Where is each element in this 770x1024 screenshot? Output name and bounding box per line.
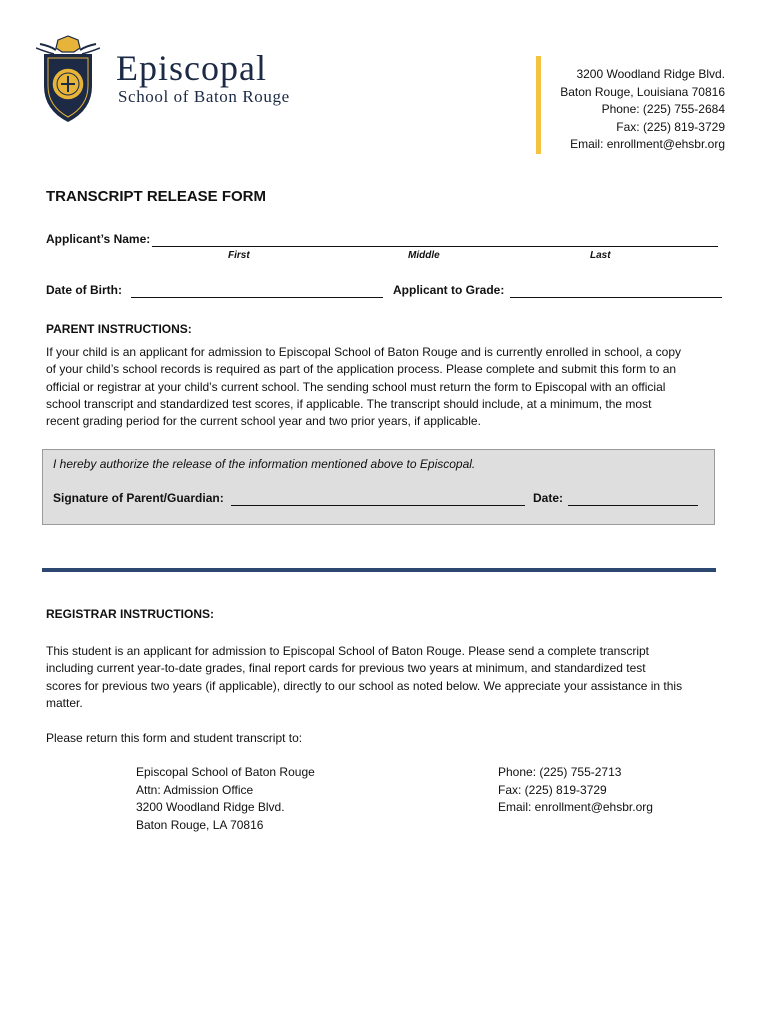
address-line: 3200 Woodland Ridge Blvd. (136, 800, 285, 814)
header-accent-bar (536, 56, 541, 154)
applicant-name-field[interactable] (152, 246, 718, 247)
dob-label: Date of Birth: (46, 283, 122, 297)
registrar-line: scores for previous two years (if applicable), directly to our school as noted below. We appreciate your assistance in this (46, 678, 683, 693)
parent-line: recent grading period for the current school year and two prior years, if applicable. (46, 414, 481, 429)
school-name-text: Episcopal (116, 48, 267, 88)
name-last-caption: Last (590, 250, 611, 261)
parent-instructions-text (46, 344, 736, 430)
registrar-line: including current year-to-date grades, final report cards for previous two years at minimum, and standardized test (46, 661, 646, 676)
return-contact-block (498, 764, 653, 817)
parent-line: official or registrar at your child’s current school. The sending school must return the form to Episcopal with an official (46, 379, 666, 394)
parent-line: school transcript and standardized test scores, if applicable. The transcript should include, at a minimum, the most (46, 396, 652, 411)
registrar-instructions-text (46, 643, 736, 712)
name-middle-caption: Middle (408, 250, 440, 261)
registrar-line: matter. (46, 695, 83, 710)
dob-field[interactable] (131, 297, 383, 298)
address-line: Attn: Admission Office (136, 782, 254, 797)
authorization-box (42, 449, 715, 525)
contact-city: Baton Rouge, Louisiana 70816 (560, 84, 725, 99)
form-title: TRANSCRIPT RELEASE FORM (46, 188, 267, 205)
parent-line: If your child is an applicant for admission to Episcopal School of Baton Rouge and is currently enrolled in school, a copy (46, 345, 682, 359)
school-crest-logo (36, 34, 100, 124)
registrar-instructions-heading: REGISTRAR INSTRUCTIONS: (46, 607, 214, 621)
date-label: Date: (533, 491, 564, 505)
authorization-statement: I hereby authorize the release of the information mentioned above to Episcopal. (53, 457, 476, 471)
date-field[interactable] (568, 505, 698, 506)
return-phone: Phone: (225) 755-2713 (498, 765, 622, 779)
return-address-block (136, 764, 315, 834)
school-name (116, 50, 267, 86)
parent-instructions-heading: PARENT INSTRUCTIONS: (46, 322, 192, 336)
applicant-name-label: Applicant’s Name: (46, 232, 151, 246)
name-first-caption: First (228, 250, 250, 261)
contact-phone: Phone: (225) 755-2684 (601, 102, 725, 116)
signature-field[interactable] (231, 505, 525, 506)
address-line: Baton Rouge, LA 70816 (136, 817, 264, 832)
return-email: Email: enrollment@ehsbr.org (498, 800, 653, 814)
return-fax: Fax: (225) 819-3729 (498, 782, 607, 797)
grade-field[interactable] (510, 297, 722, 298)
signature-label: Signature of Parent/Guardian: (53, 491, 224, 505)
contact-fax: Fax: (225) 819-3729 (616, 119, 725, 134)
header-contact-block (560, 66, 725, 154)
grade-label: Applicant to Grade: (393, 283, 505, 297)
school-subtitle (118, 88, 290, 105)
contact-street: 3200 Woodland Ridge Blvd. (576, 67, 725, 81)
contact-email: Email: enrollment@ehsbr.org (570, 137, 725, 151)
parent-line: of your child’s school records is required as part of the application process. Please complete and submit this form to an (46, 362, 677, 377)
address-line: Episcopal School of Baton Rouge (136, 765, 315, 779)
registrar-line: This student is an applicant for admission to Episcopal School of Baton Rouge. Please send a complete transcript (46, 644, 650, 658)
school-subtitle-text: School of Baton Rouge (118, 87, 290, 106)
return-instruction: Please return this form and student transcript to: (46, 731, 303, 745)
section-divider (42, 568, 716, 572)
